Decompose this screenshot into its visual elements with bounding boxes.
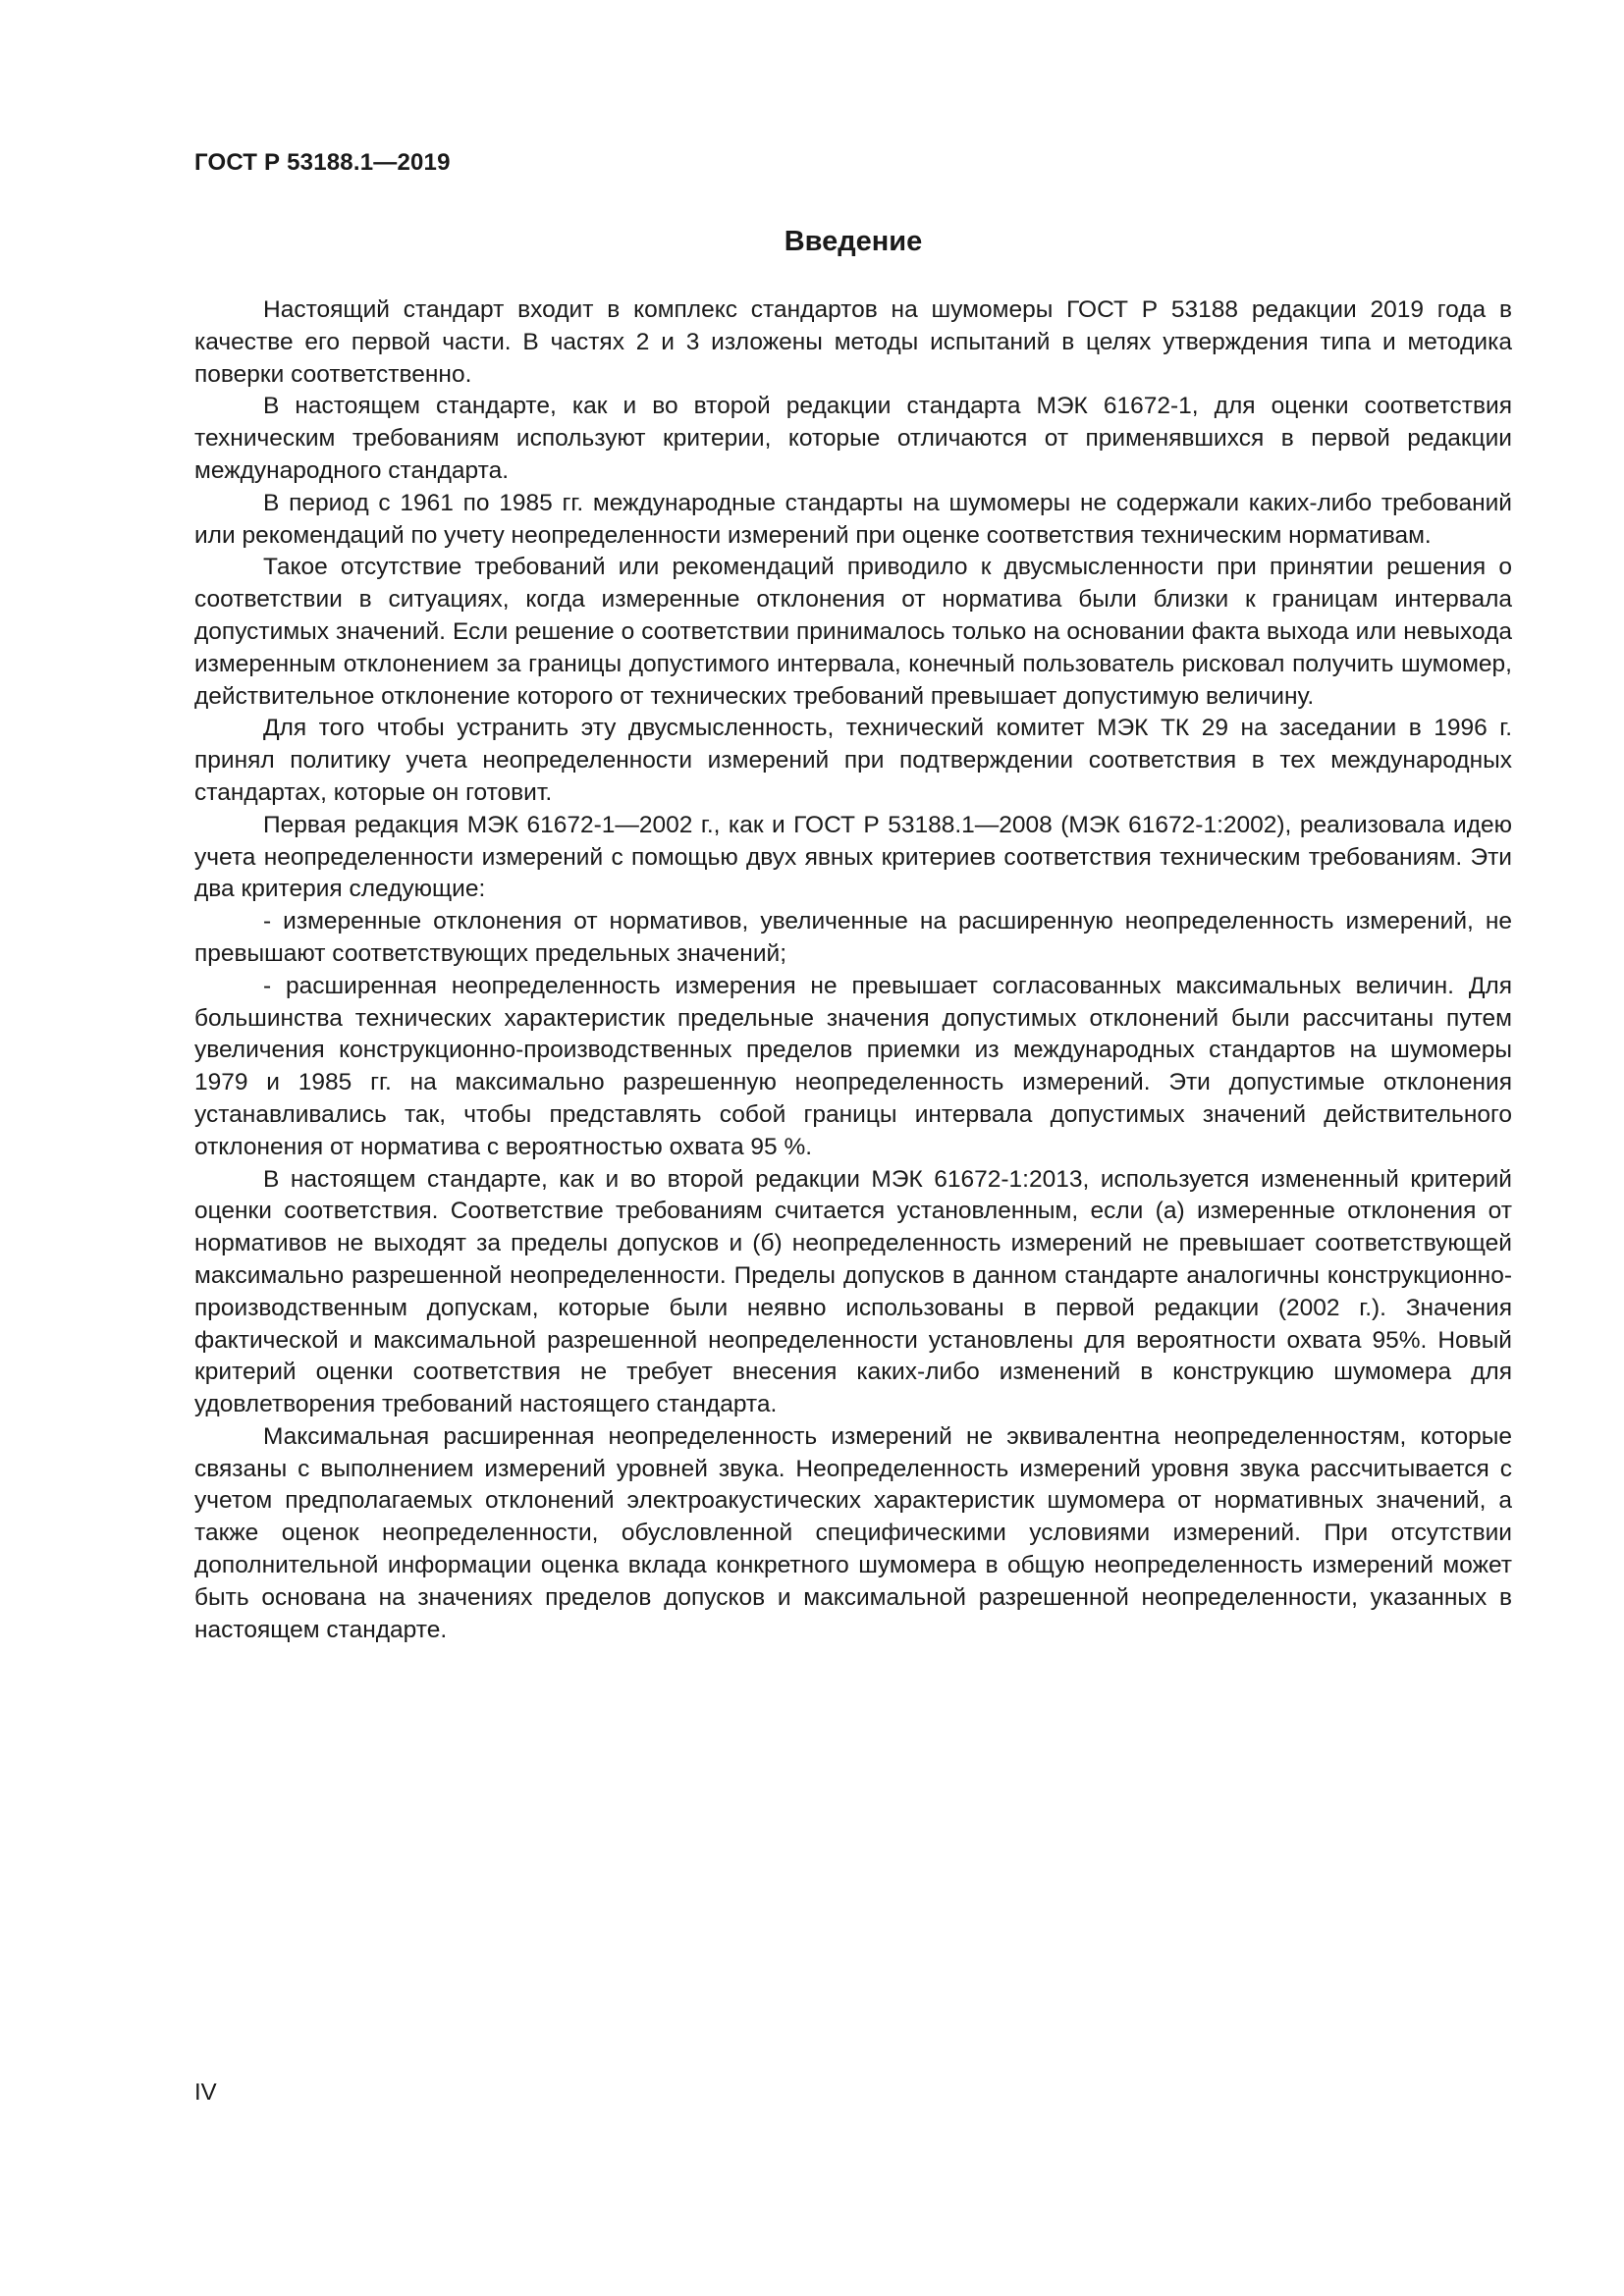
body-text	[194, 294, 1512, 1646]
document-header-id: ГОСТ Р 53188.1—2019	[194, 149, 451, 176]
list-item: - расширенная неопределенность измерения не превышает согласованных максимальных величин. Для большинства технических характеристик предельные значения допустимых отклонений были рассчитаны путем увеличения конструкционно-производственных пределов приемки из международных стандартов на шумомеры 1979 и 1985 гг. на максимально разрешенную неопределенность измерений. Эти допустимые отклонения устанавливались так, чтобы представлять собой границы интервала допустимых значений действительного отклонения от норматива с вероятностью охвата 95 %.	[194, 972, 1512, 1160]
paragraph: В период с 1961 по 1985 гг. международные стандарты на шумомеры не содержали каких-либо требований или рекомендаций по учету неопределенности измерений при оценке соответствия техническим нормативам.	[194, 489, 1512, 549]
paragraph: В настоящем стандарте, как и во второй редакции МЭК 61672-1:2013, используется измененный критерий оценки соответствия. Соответствие требованиям считается установленным, если (а) измеренные отклонения от нормативов не выходят за пределы допусков и (б) неопределенность измерений не превышает соответствующей максимально разрешенной неопределенности. Пределы допусков в данном стандарте аналогичны конструкционно-производственным допускам, которые были неявно использованы в первой редакции (2002 г.). Значения фактической и максимальной разрешенной неопределенности установлены для вероятности охвата 95%. Новый критерий оценки соответствия не требует внесения каких-либо изменений в конструкцию шумомера для удовлетворения требований настоящего стандарта.	[194, 1165, 1512, 1418]
paragraph: В настоящем стандарте, как и во второй редакции стандарта МЭК 61672-1, для оценки соответствия техническим требованиям используют критерии, которые отличаются от применявшихся в первой редакции международного стандарта.	[194, 393, 1512, 484]
paragraph: Для того чтобы устранить эту двусмысленность, технический комитет МЭК ТК 29 на заседании в 1996 г. принял политику учета неопределенности измерений при подтверждении соответствия в тех международных стандартах, которые он готовит.	[194, 715, 1512, 806]
page-number: IV	[194, 2079, 217, 2106]
section-title: Введение	[784, 226, 923, 257]
list-item: - измеренные отклонения от нормативов, увеличенные на расширенную неопределенность измерений, не превышают соответствующих предельных значений;	[194, 908, 1512, 967]
paragraph: Настоящий стандарт входит в комплекс стандартов на шумомеры ГОСТ Р 53188 редакции 2019 года в качестве его первой части. В частях 2 и 3 изложены методы испытаний в целях утверждения типа и методика поверки соответственно.	[194, 296, 1512, 388]
paragraph: Первая редакция МЭК 61672-1—2002 г., как и ГОСТ Р 53188.1—2008 (МЭК 61672-1:2002), реализовала идею учета неопределенности измерений с помощью двух явных критериев соответствия техническим требованиям. Эти два критерия следующие:	[194, 811, 1512, 903]
paragraph: Такое отсутствие требований или рекомендаций приводило к двусмысленности при принятии решения о соответствии в ситуациях, когда измеренные отклонения от норматива были близки к границам интервала допустимых значений. Если решение о соответствии принималось только на основании факта выхода или невыхода измеренным отклонением за границы допустимого интервала, конечный пользователь рисковал получить шумомер, действительное отклонение которого от технических требований превышает допустимую величину.	[194, 554, 1512, 710]
paragraph: Максимальная расширенная неопределенность измерений не эквивалентна неопределенностям, которые связаны с выполнением измерений уровней звука. Неопределенность измерений уровня звука рассчитывается с учетом предполагаемых отклонений электроакустических характеристик шумомера от нормативных значений, а также оценок неопределенности, обусловленной специфическими условиями измерений. При отсутствии дополнительной информации оценка вклада конкретного шумомера в общую неопределенность измерений может быть основана на значениях пределов допусков и максимальной разрешенной неопределенности, указанных в настоящем стандарте.	[194, 1422, 1512, 1643]
